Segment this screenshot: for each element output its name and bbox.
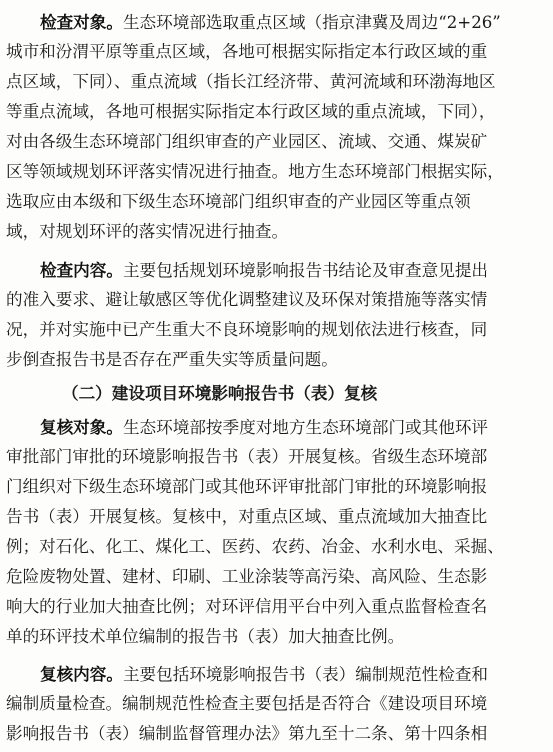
text-line <box>0 412 553 442</box>
text-line: 点区域，下同）、重点流域（指长江经济带、黄河流域和环渤海地区 <box>6 72 496 91</box>
paragraph-lead: 检查对象。 <box>40 12 123 32</box>
section-heading: （二）建设项目环境影响报告书（表）复核 <box>62 383 378 403</box>
paragraph-text: 主要包括规划环境影响报告书结论及审查意见提出 <box>122 261 489 280</box>
text-line <box>0 7 553 37</box>
text-line: 门组织对下级生态环境部门或其他环评审批部门审批的环境影响报 <box>6 477 488 496</box>
paragraph-text: 生态环境部按季度对地方生态环境部门或其他环评 <box>122 418 489 437</box>
paragraph-text: 主要包括环境影响报告书（表）编制规范性检查和 <box>122 665 489 684</box>
text-line: 单的环评技术单位编制的报告书（表）加大抽查比例。 <box>6 627 405 646</box>
paragraph-lead: 复核对象。 <box>40 417 123 437</box>
paragraph-text: 生态环境部选取重点区域（指京津冀及周边“2+26” <box>122 13 501 32</box>
text-line: 城市和汾渭平原等重点区域，各地可根据实际指定本行政区域的重 <box>6 42 488 61</box>
paragraph-lead: 检查内容。 <box>40 260 123 280</box>
text-line: 况，并对实施中已产生重大不良环境影响的规划依法进行核查，同 <box>6 320 488 339</box>
text-line <box>0 659 553 689</box>
text-line: 区等领域规划环评落实情况进行抽查。地方生态环境部门根据实际， <box>6 162 504 181</box>
paragraph-lead: 复核内容。 <box>40 664 123 684</box>
text-line: 等重点流域，各地可根据实际指定本行政区域的重点流域，下同）， <box>6 102 496 121</box>
text-line: 例；对石化、化工、煤化工、医药、农药、冶金、水利水电、采掘、 <box>6 537 504 556</box>
text-line: 响大的行业加大抽查比例；对环评信用平台中列入重点监督检查名 <box>6 597 488 616</box>
text-line: 告书（表）开展复核。复核中，对重点区域、重点流域加大抽查比 <box>6 507 488 526</box>
text-line: 的准入要求、避让敏感区等优化调整建议及环保对策措施等落实情 <box>6 290 488 309</box>
text-line: 步倒查报告书是否存在严重失实等质量问题。 <box>6 350 338 369</box>
text-line: 审批部门审批的环境影响报告书（表）开展复核。省级生态环境部 <box>6 447 488 466</box>
text-line: 选取应由本级和下级生态环境部门组织审查的产业园区等重点领 <box>6 192 471 211</box>
text-line: 影响报告书（表）编制监督管理办法》第九至十二条、第十四条相 <box>6 724 488 743</box>
text-line <box>0 255 553 285</box>
text-line: 对由各级生态环境部门组织审查的产业园区、流域、交通、煤炭矿 <box>6 132 488 151</box>
text-line: 编制质量检查。编制规范性检查主要包括是否符合《建设项目环境 <box>6 694 488 713</box>
text-line: 危险废物处置、建材、印刷、工业涂装等高污染、高风险、生态影 <box>6 567 488 586</box>
text-line: 域，对规划环评的落实情况进行抽查。 <box>6 222 289 241</box>
